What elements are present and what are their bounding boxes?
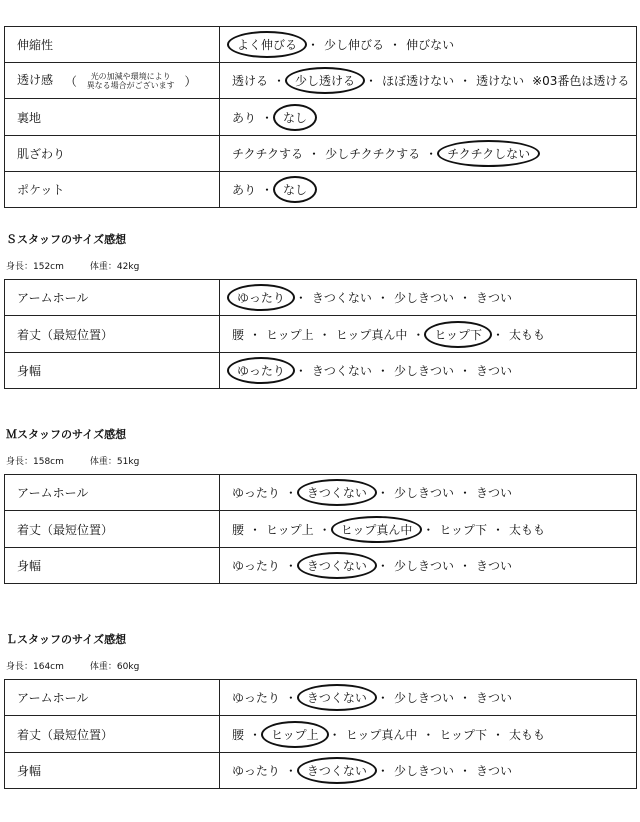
separator: ・ [422, 522, 435, 537]
option-list [220, 475, 637, 511]
separator: ・ [284, 691, 297, 705]
size-row [5, 475, 637, 511]
row-label [5, 63, 220, 99]
size-review-table [4, 279, 637, 389]
staff-measurements [6, 259, 139, 272]
selected-option: きつくない [297, 552, 377, 579]
selected-option: チクチクしない [437, 140, 540, 167]
note-line: 光の加減や環境により [90, 71, 171, 81]
option: 少しきつい [393, 764, 454, 778]
option: 太もも [509, 327, 546, 342]
selected-option: 少し透ける [285, 67, 365, 94]
option: きつくない [311, 291, 372, 305]
height-label: 身長：158cm [6, 457, 64, 467]
selected-option: きつくない [297, 757, 377, 784]
size-row [5, 316, 637, 353]
spec-row [5, 136, 637, 172]
option: きつい [475, 291, 512, 305]
height-label: 身長：152cm [6, 262, 64, 272]
separator: ・ [376, 559, 389, 573]
option-list [220, 353, 637, 389]
selected-option: よく伸びる [227, 31, 307, 58]
option-list [220, 753, 637, 789]
option-list [220, 136, 637, 172]
option: ヒップ上 [266, 522, 314, 537]
option: ヒップ真ん中 [335, 327, 408, 342]
separator: ・ [376, 364, 389, 378]
option: きつい [475, 559, 512, 573]
size-row [5, 353, 637, 389]
separator: ・ [307, 38, 320, 52]
separator: ・ [318, 522, 331, 537]
option: きつい [475, 691, 512, 705]
separator: ・ [425, 147, 438, 161]
separator: ・ [249, 727, 262, 742]
selected-option: きつくない [297, 684, 377, 711]
option: きつい [475, 764, 512, 778]
row-label: ポケット [5, 172, 220, 208]
selected-option: ゆったり [227, 357, 295, 384]
separator: ・ [261, 183, 274, 197]
option: 太もも [509, 522, 546, 537]
option: 透けない [476, 74, 525, 88]
size-row [5, 716, 637, 753]
size-review-table [4, 474, 637, 584]
separator: ・ [412, 327, 425, 342]
option: 太もも [509, 727, 546, 742]
weight-label: 体重：51kg [89, 457, 140, 467]
row-label: 身幅 [5, 353, 220, 389]
size-row [5, 280, 637, 316]
option: 少しきつい [393, 364, 454, 378]
section-title: Ｌスタッフのサイズ感想 [6, 633, 127, 646]
row-label-text: 透け感 [17, 73, 54, 88]
row-label: 肌ざわり [5, 136, 220, 172]
row-label: 伸縮性 [5, 27, 220, 63]
option: きつい [475, 364, 512, 378]
weight-label: 体重：42kg [89, 262, 140, 272]
option: 少しきつい [393, 486, 454, 500]
option: 少しきつい [393, 559, 454, 573]
option: ゆったり [232, 486, 280, 500]
option: 伸びない [406, 38, 455, 52]
separator: ・ [389, 38, 402, 52]
row-label: 身幅 [5, 548, 220, 584]
option: あり [232, 183, 257, 197]
fabric-spec-table [4, 26, 637, 208]
section-title: Ｓスタッフのサイズ感想 [6, 233, 127, 246]
label-note: （ 光の加減や環境により 異なる場合がございます ） [64, 71, 197, 90]
option: ヒップ上 [266, 327, 314, 342]
option: ヒップ真ん中 [345, 727, 418, 742]
separator: ・ [422, 727, 435, 742]
option-list [220, 63, 637, 99]
separator: ・ [308, 147, 321, 161]
option: 少し伸びる [324, 38, 385, 52]
selected-option: ヒップ上 [261, 721, 329, 748]
option: ヒップ下 [439, 727, 487, 742]
separator: ・ [491, 727, 504, 742]
separator: ・ [491, 522, 504, 537]
option: 腰 [232, 327, 245, 342]
option: ほぼ透けない [382, 74, 455, 88]
selected-option: ゆったり [227, 284, 295, 311]
option: ゆったり [232, 691, 280, 705]
height-label: 身長：164cm [6, 662, 64, 672]
selected-option: ヒップ下 [424, 321, 492, 348]
row-label: 着丈（最短位置） [5, 316, 220, 353]
option-list [220, 716, 637, 753]
option-list [220, 548, 637, 584]
separator: ・ [458, 559, 471, 573]
size-row [5, 511, 637, 548]
separator: ・ [376, 764, 389, 778]
option: ヒップ下 [439, 522, 487, 537]
option-list [220, 280, 637, 316]
separator: ・ [376, 291, 389, 305]
option: きつい [475, 486, 512, 500]
separator: ・ [365, 74, 378, 88]
option: 腰 [232, 522, 245, 537]
separator: ・ [284, 764, 297, 778]
row-label: 身幅 [5, 753, 220, 789]
selected-option: なし [273, 104, 317, 131]
size-row [5, 753, 637, 789]
option: あり [232, 110, 257, 125]
spec-row [5, 172, 637, 208]
separator: ・ [458, 764, 471, 778]
separator: ・ [458, 691, 471, 705]
option: きつくない [311, 364, 372, 378]
spec-row [5, 63, 637, 99]
row-label: 着丈（最短位置） [5, 716, 220, 753]
separator: ・ [294, 364, 307, 378]
row-label: 着丈（最短位置） [5, 511, 220, 548]
option-list [220, 172, 637, 208]
row-label: アームホール [5, 475, 220, 511]
separator: ・ [376, 691, 389, 705]
selected-option: なし [273, 176, 317, 203]
staff-measurements [6, 454, 139, 467]
option: チクチクする [232, 147, 304, 161]
section-title: Ｍスタッフのサイズ感想 [6, 428, 127, 441]
note-line: 異なる場合がございます [86, 80, 175, 90]
separator: ・ [491, 327, 504, 342]
separator: ・ [458, 486, 471, 500]
separator: ・ [249, 522, 262, 537]
row-label: 裏地 [5, 99, 220, 136]
separator: ・ [328, 727, 341, 742]
separator: ・ [458, 291, 471, 305]
separator: ・ [459, 74, 472, 88]
option-note: ※03番色は透ける [532, 74, 630, 88]
size-review-table [4, 679, 637, 789]
separator: ・ [318, 327, 331, 342]
row-label: アームホール [5, 680, 220, 716]
option-list [220, 27, 637, 63]
row-label: アームホール [5, 280, 220, 316]
option: 少しチクチクする [325, 147, 421, 161]
separator: ・ [249, 327, 262, 342]
option-list [220, 99, 637, 136]
spec-row [5, 99, 637, 136]
option: 透ける [232, 74, 269, 88]
option: 少しきつい [393, 291, 454, 305]
staff-measurements [6, 659, 139, 672]
separator: ・ [458, 364, 471, 378]
separator: ・ [284, 486, 297, 500]
separator: ・ [376, 486, 389, 500]
option: 少しきつい [393, 691, 454, 705]
spec-row [5, 27, 637, 63]
separator: ・ [284, 559, 297, 573]
option: ゆったり [232, 559, 280, 573]
option-list [220, 511, 637, 548]
selected-option: ヒップ真ん中 [331, 516, 423, 543]
size-row [5, 548, 637, 584]
separator: ・ [294, 291, 307, 305]
weight-label: 体重：60kg [89, 662, 140, 672]
size-row [5, 680, 637, 716]
option: 腰 [232, 727, 245, 742]
selected-option: きつくない [297, 479, 377, 506]
option-list [220, 680, 637, 716]
option-list [220, 316, 637, 353]
option: ゆったり [232, 764, 280, 778]
separator: ・ [273, 74, 286, 88]
separator: ・ [261, 110, 274, 125]
